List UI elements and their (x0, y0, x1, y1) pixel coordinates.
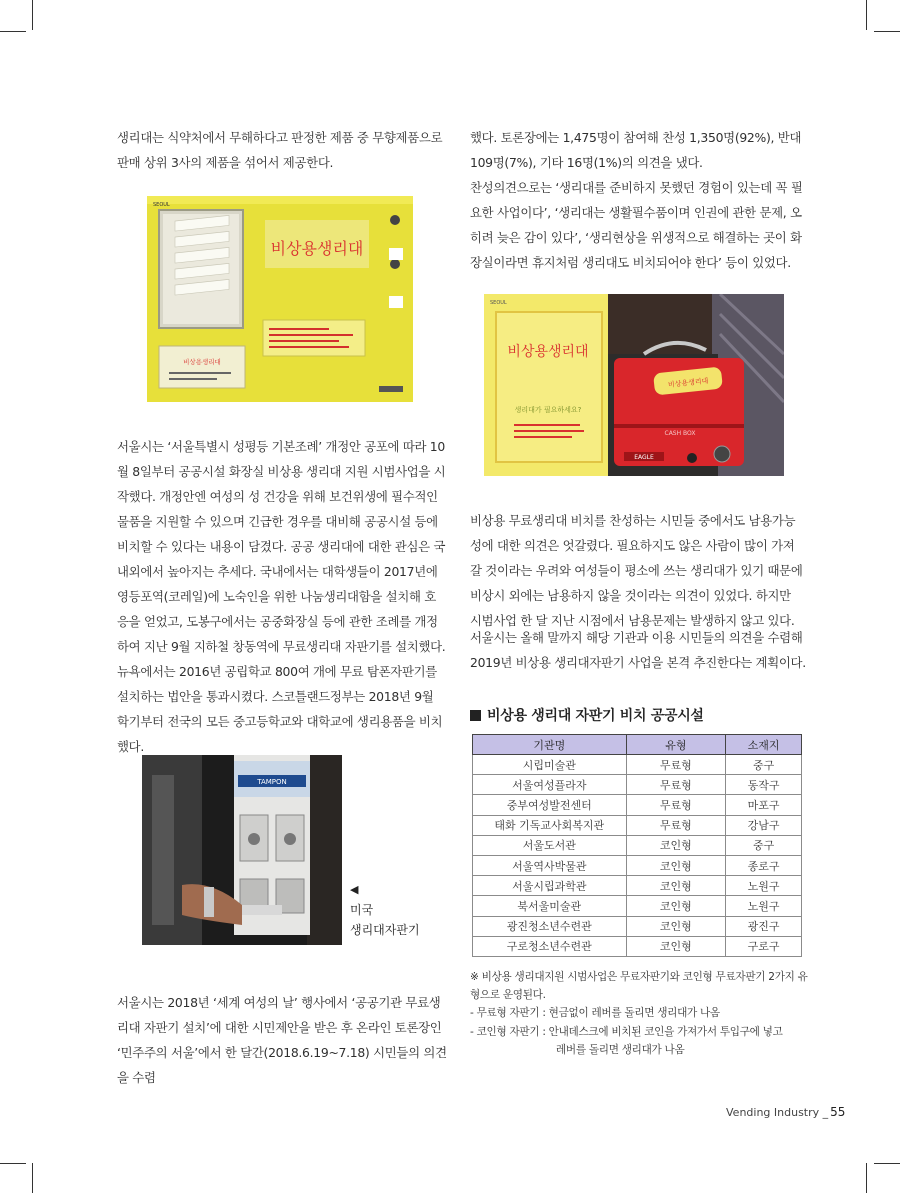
page-number: 55 (830, 1105, 846, 1119)
brand-text: SEOUL (153, 202, 170, 208)
photo-yellow-pad-dispenser (147, 196, 413, 402)
crop-mark (874, 1163, 900, 1164)
cell-name: 서울시립과학관 (473, 876, 627, 896)
right-paragraph-3: 비상용 무료생리대 비치를 찬성하는 시민들 중에서도 남용가능성에 대한 의견은 엇갈렸다. 필요하지도 않은 사람이 많이 가져갈 것이라는 우려와 여성들이 평소에 쓰는 생리대가 있기 때문에 비상시 외에는 남용하지 않을 것이라는 의견이 있었다. 하지만 시범사업 한 달 지난 시점에서 남용문제는 발생하지 않고 있다. (470, 513, 803, 628)
box-brand: EAGLE (634, 454, 654, 461)
cell-name: 서울여성플라자 (473, 775, 627, 795)
square-bullet-icon (470, 710, 481, 721)
cell-location: 구로구 (726, 936, 802, 956)
cell-name: 태화 기독교사회복지관 (473, 815, 627, 835)
cell-location: 동작구 (726, 775, 802, 795)
table-row (473, 755, 802, 775)
cell-type: 무료형 (626, 795, 726, 815)
cell-name: 광진청소년수련관 (473, 916, 627, 936)
table-row (473, 815, 802, 835)
cell-location: 강남구 (726, 815, 802, 835)
note-line1: ※ 비상용 생리대지원 시범사업은 무료자판기와 코인형 무료자판기 2가지 유형으로 운영된다. (470, 971, 808, 1002)
sign-handwriting: 생리대가 필요하세요? (514, 406, 582, 414)
right-paragraph-4: 서울시는 올해 말까지 해당 기관과 이용 시민들의 의견을 수렴해 2019년 비상용 생리대자판기 사업을 본격 추진한다는 계획이다. (470, 630, 806, 670)
cell-location: 노원구 (726, 896, 802, 916)
table-notes (470, 968, 810, 1059)
left-intro-paragraph: 생리대는 식약처에서 무해하다고 판정한 제품 중 무향제품으로 판매 상위 3사의 제품을 섞어서 제공한다. (117, 130, 443, 170)
photo-sign-and-cashbox (484, 294, 784, 476)
cell-name: 서울도서관 (473, 835, 627, 855)
note-line3: - 코인형 자판기 : 안내데스크에 비치된 코인을 가져가서 투입구에 넣고 (470, 1025, 783, 1038)
cell-type: 무료형 (626, 755, 726, 775)
photo-us-tampon-machine (142, 755, 342, 945)
cell-location: 마포구 (726, 795, 802, 815)
table-row (473, 916, 802, 936)
cell-location: 노원구 (726, 876, 802, 896)
cell-type: 무료형 (626, 775, 726, 795)
cell-name: 시립미술관 (473, 755, 627, 775)
cell-location: 중구 (726, 755, 802, 775)
sign-title: 비상용생리대 (270, 239, 364, 258)
table-row (473, 795, 802, 815)
table-row (473, 775, 802, 795)
cell-name: 북서울미술관 (473, 896, 627, 916)
svg-text:SEOUL: SEOUL (490, 300, 507, 306)
photo-caption (350, 880, 420, 940)
table-row (473, 855, 802, 875)
header-type: 유형 (626, 735, 726, 755)
table-row (473, 835, 802, 855)
cell-location: 광진구 (726, 916, 802, 936)
table-title (470, 705, 704, 725)
box-label: CASH BOX (664, 430, 696, 437)
footer-magazine: Vending Industry _ (726, 1106, 829, 1119)
tampon-machine-illustration (142, 755, 342, 945)
left-paragraph-2: 뉴욕에서는 2016년 공립학교 800여 개에 무료 탐폰자판기를 설치하는 법안을 통과시켰다. 스코틀랜드정부는 2018년 9월 학기부터 전국의 모든 중고등학교와 대학교에 생리용품을 비치했다. (117, 664, 443, 754)
cell-type: 무료형 (626, 815, 726, 835)
cell-name: 서울역사박물관 (473, 855, 627, 875)
crop-mark (0, 31, 26, 32)
yellow-dispenser-illustration (147, 196, 413, 402)
cell-type: 코인형 (626, 896, 726, 916)
header-location: 소재지 (726, 735, 802, 755)
table-row (473, 936, 802, 956)
caption-line1: 미국 (350, 903, 374, 917)
cell-location: 종로구 (726, 855, 802, 875)
facility-table (472, 734, 802, 957)
note-line2: - 무료형 자판기 : 현금없이 레버를 돌리면 생리대가 나옴 (470, 1007, 720, 1020)
table-title-text: 비상용 생리대 자판기 비치 공공시설 (487, 708, 704, 724)
cell-type: 코인형 (626, 916, 726, 936)
note-line4: 레버를 돌리면 생리대가 나옴 (556, 1043, 685, 1056)
sign-cashbox-illustration (484, 294, 784, 476)
cell-location: 중구 (726, 835, 802, 855)
crop-mark (32, 0, 33, 30)
cell-type: 코인형 (626, 876, 726, 896)
cell-name: 구로청소년수련관 (473, 936, 627, 956)
crop-mark (874, 31, 900, 32)
table-row (473, 876, 802, 896)
caption-arrow-icon: ◀ (350, 883, 359, 896)
left-paragraph-1: 서울시는 ‘서울특별시 성평등 기본조례’ 개정안 공포에 따라 10월 8일부터 공공시설 화장실 비상용 생리대 지원 시범사업을 시작했다. 개정안엔 여성의 성 건강을 위해 보건위생에 필수적인 물품을 지원할 수 있으며 긴급한 경우를 대비해 공공시설 등에 비치할 수 있다는 내용이 담겼다. 공공 생리대에 대한 관심은 국내외에서 높아지는 추세다. 국내에서는 대학생들이 2017년에 영등포역(코레일)에 노숙인을 위한 나눔생리대함을 설치해 호응을 얻었고, 도봉구에서는 공중화장실 등에 관한 조례를 개정하여 지난 9월 지하철 창동역에 무료생리대 자판기를 설치했다. (117, 439, 446, 654)
caption-line2: 생리대자판기 (350, 923, 420, 937)
cell-type: 코인형 (626, 936, 726, 956)
sign-title: 비상용생리대 (507, 344, 589, 360)
cell-type: 코인형 (626, 855, 726, 875)
crop-mark (32, 1163, 33, 1193)
cell-name: 중부여성발전센터 (473, 795, 627, 815)
table-row (473, 896, 802, 916)
small-label: 비상용생리대 (183, 358, 221, 366)
table-header-row (473, 735, 802, 755)
cell-type: 코인형 (626, 835, 726, 855)
crop-mark (866, 1163, 867, 1193)
left-paragraph-3: 서울시는 2018년 ‘세계 여성의 날’ 행사에서 ‘공공기관 무료생리대 자판기 설치’에 대한 시민제안을 받은 후 온라인 토론장인 ‘민주주의 서울’에서 한 달간(2018.6.19~7.18) 시민들의 의견을 수렴 (117, 995, 447, 1085)
box-tag: 비상용생리대 (667, 376, 709, 390)
machine-label: TAMPON (257, 778, 287, 786)
crop-mark (866, 0, 867, 30)
right-paragraph-2: 찬성의견으로는 ‘생리대를 준비하지 못했던 경험이 있는데 꼭 필요한 사업이다’, ‘생리대는 생활필수품이며 인권에 관한 문제, 오히려 늦은 감이 있다’, ‘생리현상을 위생적으로 해결하는 곳이 화장실이라면 휴지처럼 생리대도 비치되어야 한다’ 등이 있었다. (470, 180, 803, 270)
right-paragraph-1: 했다. 토론장에는 1,475명이 참여해 찬성 1,350명(92%), 반대 109명(7%), 기타 16명(1%)의 의견을 냈다. (470, 130, 802, 170)
header-name: 기관명 (473, 735, 627, 755)
page-footer (726, 1105, 845, 1119)
crop-mark (0, 1163, 26, 1164)
